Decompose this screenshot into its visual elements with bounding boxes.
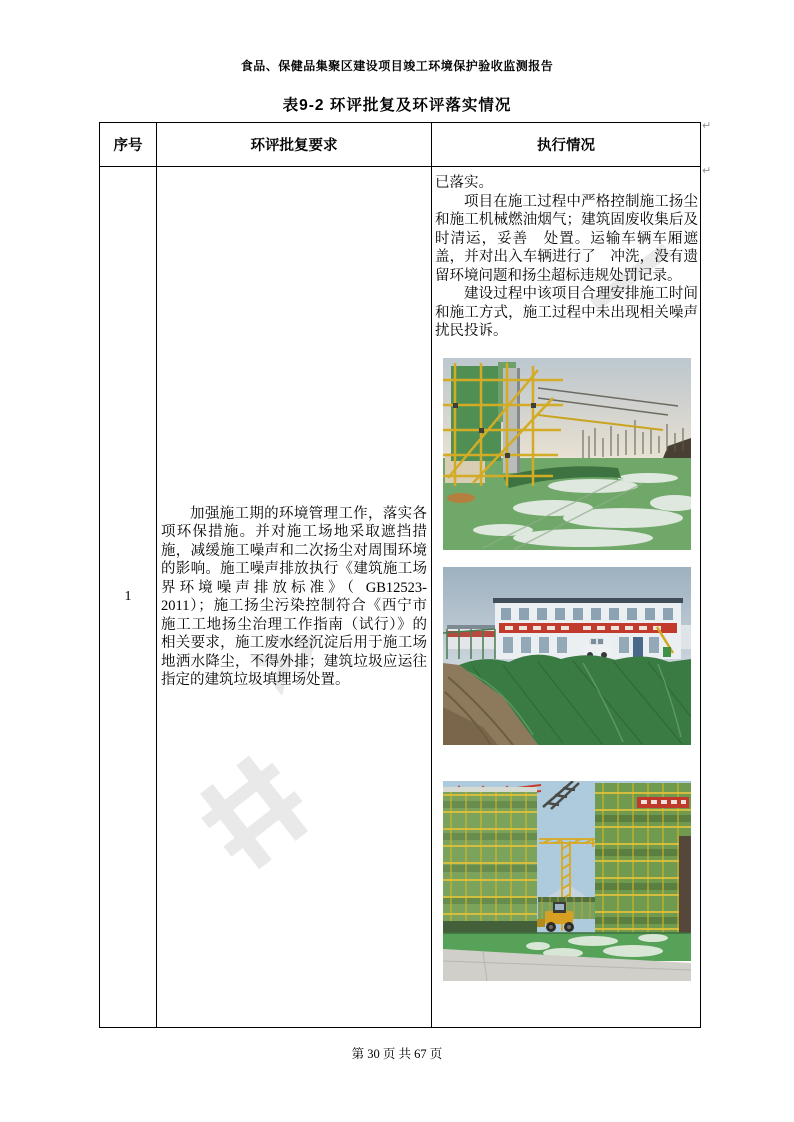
column-header-serial-number: 序号 (100, 123, 157, 167)
implementation-cell (432, 167, 700, 1027)
construction-photo-1 (443, 358, 691, 550)
eia-approval-table (99, 122, 701, 1028)
construction-photo-3 (443, 781, 691, 981)
implementation-status-text: 已落实。 (435, 175, 493, 191)
document-header-title: 食品、保健品集聚区建设项目竣工环境保护验收监测报告 (240, 59, 554, 73)
eia-requirement-text: 加强施工期的环境管理工作，落实各项环保措施。并对施工场地采取遮挡措施，减缓施工噪声和二次扬尘对周围环境的影响。施工噪声排放执行《建筑施工场界环境噪声排放标准》（ GB12523-2011）；施工扬尘污染控制符合《西宁市施工工地扬尘治理工作指南（试行）》的相关要求，施工废水经沉淀后用于施工场地洒水降尘，不得外排；建筑垃圾应运往指定的建筑垃圾填埋场处置。 (161, 505, 427, 688)
table-title: 表9-2 环评批复及环评落实情况 (282, 97, 512, 114)
implementation-dust-text: 项目在施工过程中严格控制施工扬尘和施工机械燃油烟气；建筑固废收集后及时清运，妥善 处置。运输车辆车厢遮盖，并对出入车辆进行了 冲洗，没有遗留环境问题和扬尘超标违规处罚记录。 (435, 193, 698, 284)
row-serial-number: 1 (100, 167, 157, 1027)
paragraph-return-mark: ↵ (702, 119, 712, 132)
page-footer: 第 30 页 共 67 页 (351, 1047, 443, 1061)
column-header-eia-requirement: 环评批复要求 (157, 123, 432, 167)
construction-photo-2 (443, 567, 691, 745)
paragraph-return-mark: ↵ (702, 164, 712, 177)
implementation-noise-text: 建设过程中该项目合理安排施工时间和施工方式，施工过程中未出现相关噪声扰民投诉。 (435, 286, 698, 339)
column-header-implementation: 执行情况 (432, 123, 700, 167)
eia-requirement-cell (157, 167, 432, 1027)
